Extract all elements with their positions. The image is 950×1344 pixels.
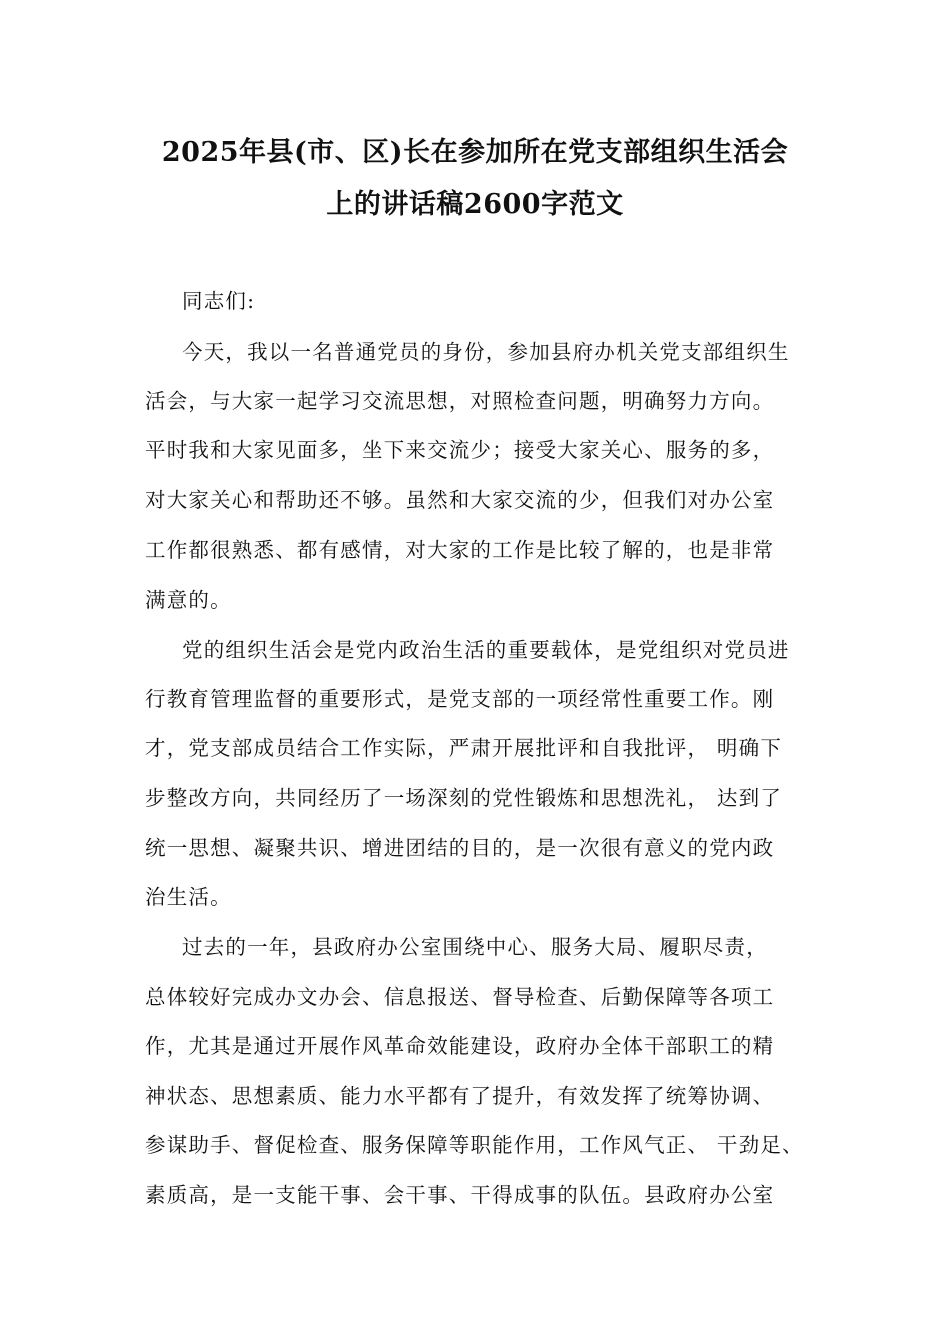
title-line-1: 2025年县(市、区)长在参加所在党支部组织生活会: [161, 137, 789, 168]
paragraph-1-line: 对大家关心和帮助还不够。虽然和大家交流的少，但我们对办公室: [145, 488, 775, 512]
paragraph-3-line: 参谋助手、督促检查、服务保障等职能作用，工作风气正、 干劲足、: [145, 1133, 804, 1157]
paragraph-3-line: 素质高，是一支能干事、会干事、干得成事的队伍。县政府办公室: [145, 1183, 775, 1207]
paragraph-1-line: 满意的。: [145, 588, 232, 612]
paragraph-2-line: 党的组织生活会是党内政治生活的重要载体，是党组织对党员进: [182, 638, 790, 662]
paragraph-1-line: 平时我和大家见面多，坐下来交流少；接受大家关心、服务的多，: [145, 438, 775, 462]
paragraph-3-line: 过去的一年，县政府办公室围绕中心、服务大局、履职尽责，: [182, 935, 768, 959]
paragraph-2-line: 统一思想、凝聚共识、增进团结的目的，是一次很有意义的党内政: [145, 836, 775, 860]
paragraph-2-line: 治生活。: [145, 885, 232, 909]
paragraph-2-line: 步整改方向，共同经历了一场深刻的党性锻炼和思想洗礼， 达到了: [145, 786, 783, 810]
paragraph-2-line: 才，党支部成员结合工作实际，严肃开展批评和自我批评， 明确下: [145, 736, 783, 760]
paragraph-3-line: 神状态、思想素质、能力水平都有了提升，有效发挥了统筹协调、: [145, 1084, 775, 1108]
paragraph-3-line: 作，尤其是通过开展作风革命效能建设，政府办全体干部职工的精: [145, 1034, 775, 1058]
paragraph-1-line: 活会，与大家一起学习交流思想，对照检查问题，明确努力方向。: [145, 389, 775, 413]
paragraph-3-line: 总体较好完成办文办会、信息报送、督导检查、后勤保障等各项工: [145, 985, 775, 1009]
salutation: 同志们:: [182, 289, 256, 313]
paragraph-2-line: 行教育管理监督的重要形式，是党支部的一项经常性重要工作。刚: [145, 687, 775, 711]
paragraph-1-line: 今天，我以一名普通党员的身份，参加县府办机关党支部组织生: [182, 340, 790, 364]
document-title: [100, 127, 850, 231]
paragraph-1-line: 工作都很熟悉、都有感情，对大家的工作是比较了解的，也是非常: [145, 538, 775, 562]
title-line-2: 上的讲话稿2600字范文: [326, 189, 624, 220]
